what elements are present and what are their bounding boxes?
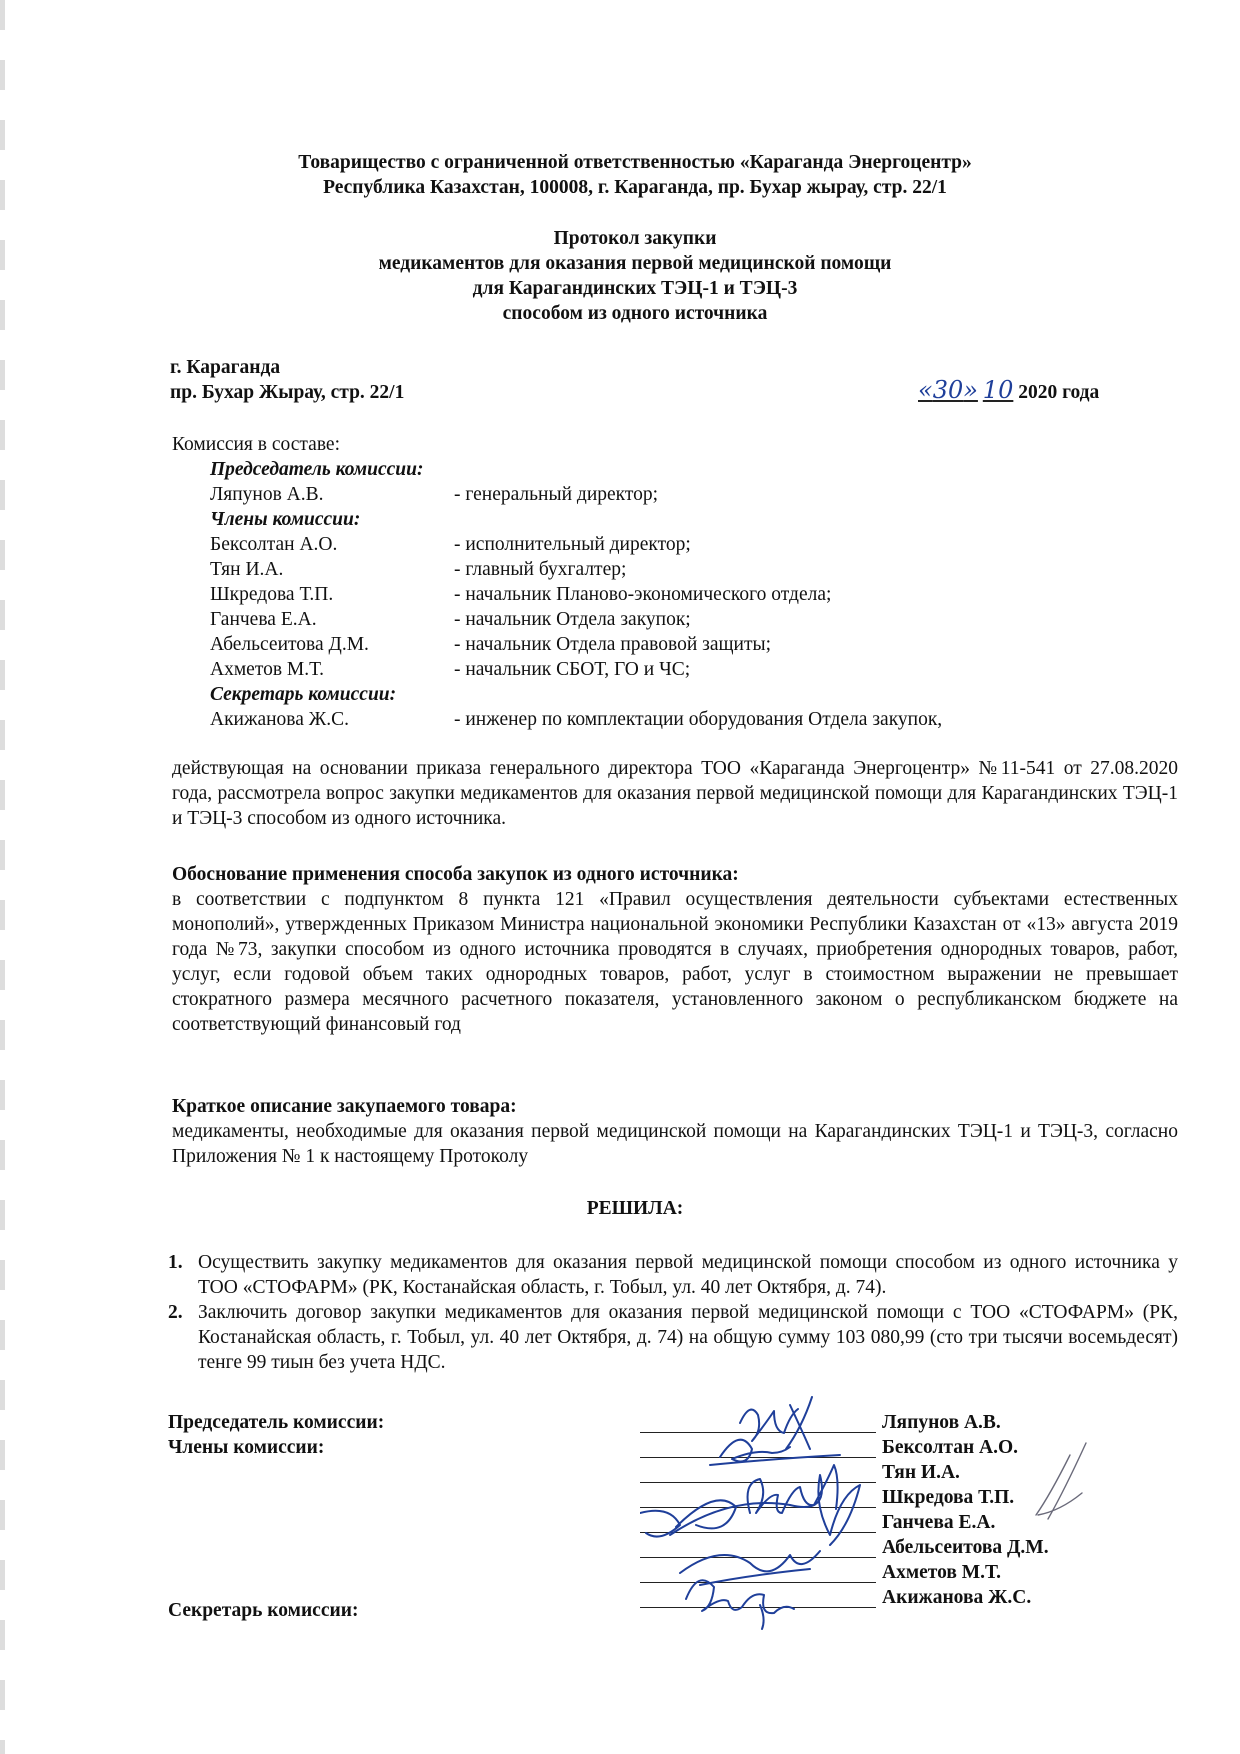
member-name: Ляпунов А.В. (210, 484, 324, 505)
place-block (170, 355, 404, 405)
justification-text: в соответствии с подпунктом 8 пункта 121 «Правил осуществления деятельности субъектами естественных монополий», утвержденных Приказом Министра национальной экономики Республики Казахстан от «13» августа 2019 года №73, закупки способом из одного источника проводятся в случаях, приобретения однородных товаров, работ, услуг, если годовой объем таких однородных товаров, работ, услуг в стоимостном выражении не превышает стократного размера месячного расчетного показателя, установленного законом о республиканском бюджете на соответствующий финансовый год (172, 889, 1178, 1035)
description-text: медикаменты, необходимые для оказания первой медицинской помощи на Карагандинских ТЭЦ-1 и ТЭЦ-3, согласно Приложения № 1 к настоящему Протоколу (172, 1121, 1178, 1167)
decision-item (168, 1250, 1178, 1300)
member-name: Шкредова Т.П. (210, 584, 334, 605)
description-heading: Краткое описание закупаемого товара: (172, 1096, 517, 1117)
decision-number: 2. (168, 1302, 183, 1323)
signatory-name: Акижанова Ж.С. (882, 1587, 1032, 1608)
decision-heading: РЕШИЛА: (586, 1198, 684, 1219)
signature-stroke (740, 1397, 812, 1449)
signatory-name: Шкредова Т.П. (882, 1487, 1015, 1508)
commission-row (172, 657, 1132, 682)
scan-edge-marks (0, 0, 5, 1754)
chairman-role: Председатель комиссии: (210, 459, 424, 480)
members-role: Члены комиссии: (210, 509, 361, 530)
signatory-name: Бексолтан А.О. (882, 1437, 1019, 1458)
secretary-role: Секретарь комиссии: (210, 684, 397, 705)
commission-row (172, 707, 1132, 732)
organization-header (150, 150, 1120, 200)
member-position: - начальник Отдела правовой защиты; (454, 634, 771, 655)
commission-row (172, 607, 1132, 632)
member-name: Тян И.А. (210, 559, 284, 580)
document-title (150, 226, 1120, 326)
date-day: 30 (932, 376, 964, 404)
document-date (918, 378, 1099, 405)
member-position: - главный бухгалтер; (454, 559, 627, 580)
signature-chairman-label: Председатель комиссии: (168, 1412, 385, 1433)
decision-list (168, 1250, 1178, 1375)
decision-text: Заключить договор закупки медикаментов для оказания первой медицинской помощи с ТОО «СТОФАРМ» (РК, Костанайская область, г. Тобыл, ул. 40 лет Октября, д. 74) на общую сумму 103 080,99 (сто три тысячи восемьдесят) тенге 99 тиын без учета НДС. (198, 1302, 1178, 1373)
description-section (172, 1094, 1178, 1169)
member-position: - начальник Планово-экономического отдела; (454, 584, 832, 605)
signature-secretary-label: Секретарь комиссии: (168, 1600, 359, 1621)
signature-members-label: Члены комиссии: (168, 1437, 325, 1458)
place-address: пр. Бухар Жырау, стр. 22/1 (170, 382, 405, 403)
signature-stroke (710, 1440, 840, 1465)
member-position: - генеральный директор; (454, 484, 659, 505)
decision-text: Осуществить закупку медикаментов для оказания первой медицинской помощи способом из одного источника у ТОО «СТОФАРМ» (РК, Костанайская область, г. Тобыл, ул. 40 лет Октября, д. 74). (198, 1252, 1178, 1298)
date-close-quote: » (963, 376, 978, 404)
signatory-name: Тян И.А. (882, 1462, 960, 1483)
commission-list (172, 432, 1132, 732)
title-line-1: Протокол закупки (553, 228, 717, 249)
place-city: г. Караганда (170, 357, 281, 378)
justification-section (172, 862, 1178, 1037)
commission-row (172, 557, 1132, 582)
member-position: - исполнительный директор; (454, 534, 691, 555)
date-open-quote: « (918, 376, 933, 404)
basis-paragraph: действующая на основании приказа генерального директора ТОО «Караганда Энергоцентр» №11-541 от 27.08.2020 года, рассмотрела вопрос закупки медикаментов для оказания первой медицинской помощи для Карагандинских ТЭЦ-1 и ТЭЦ-3 способом из одного источника. (172, 758, 1178, 829)
member-name: Акижанова Ж.С. (210, 709, 350, 730)
commission-row (172, 482, 1132, 507)
member-name: Абельсеитова Д.М. (210, 634, 369, 655)
signatory-name: Ляпунов А.В. (882, 1412, 1001, 1433)
handwritten-signatures (640, 1395, 1160, 1635)
commission-row (172, 632, 1132, 657)
signatory-name: Абельсеитова Д.М. (882, 1537, 1049, 1558)
justification-heading: Обоснование применения способа закупок из одного источника: (172, 864, 739, 885)
commission-row (172, 532, 1132, 557)
member-name: Ахметов М.Т. (210, 659, 324, 680)
title-line-2: медикаментов для оказания первой медицинской помощи (378, 253, 892, 274)
organization-name: Товарищество с ограниченной ответственностью «Караганда Энергоцентр» (298, 152, 972, 173)
member-name: Ганчева Е.А. (210, 609, 317, 630)
signature-stroke (640, 1500, 736, 1536)
title-line-4: способом из одного источника (502, 303, 768, 324)
decision-item (168, 1300, 1178, 1375)
member-name: Бексолтан А.О. (210, 534, 338, 555)
commission-row (172, 582, 1132, 607)
member-position: - инженер по комплектации оборудования Отдела закупок, (454, 709, 943, 730)
date-year: 2020 года (1018, 382, 1100, 403)
organization-address: Республика Казахстан, 100008, г. Караганда, пр. Бухар жырау, стр. 22/1 (323, 177, 947, 198)
date-month: 10 (982, 376, 1014, 404)
signatory-name: Ахметов М.Т. (882, 1562, 1001, 1583)
member-position: - начальник Отдела закупок; (454, 609, 691, 630)
commission-intro: Комиссия в составе: (172, 434, 340, 455)
title-line-3: для Карагандинских ТЭЦ-1 и ТЭЦ-3 (472, 278, 798, 299)
signature-stroke (686, 1580, 794, 1629)
decision-number: 1. (168, 1252, 183, 1273)
signature-stroke (670, 1475, 860, 1545)
signature-stroke (1036, 1443, 1086, 1519)
signatory-name: Ганчева Е.А. (882, 1512, 996, 1533)
member-position: - начальник СБОТ, ГО и ЧС; (454, 659, 691, 680)
